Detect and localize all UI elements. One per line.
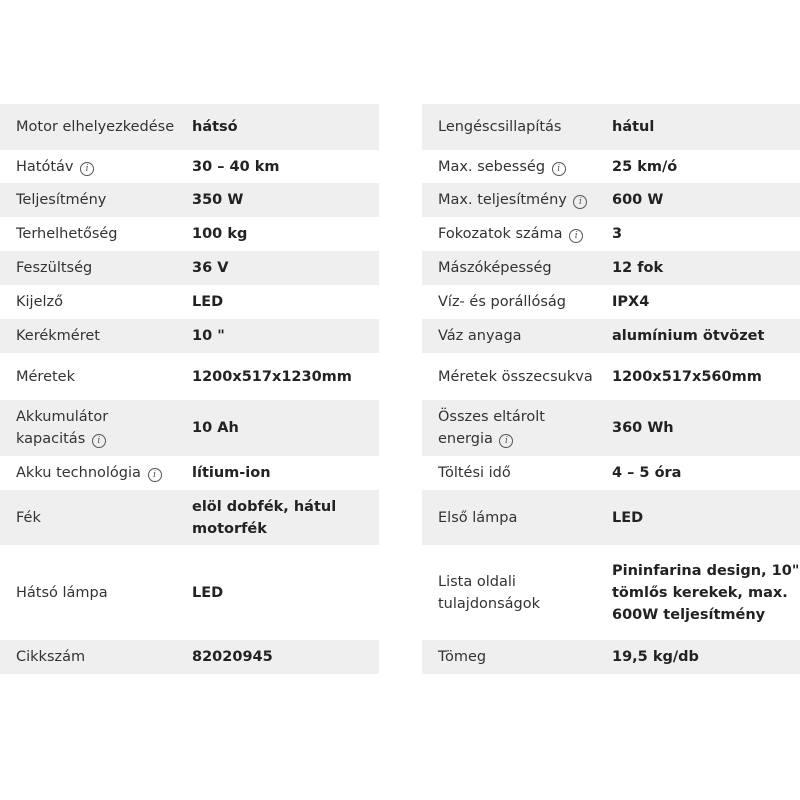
spec-row: [0, 251, 379, 285]
spec-value: 360 Wh: [598, 400, 800, 456]
spec-value: hátsó: [176, 104, 379, 150]
spec-label: [422, 104, 598, 150]
spec-label-text: Hátsó lámpa: [16, 584, 108, 601]
spec-label: [0, 400, 176, 456]
spec-row: [0, 217, 379, 251]
spec-label-text: Akku technológia: [16, 465, 141, 481]
spec-label: [422, 319, 598, 353]
spec-value: 82020945: [176, 640, 379, 674]
spec-label: [0, 217, 176, 251]
spec-value: 600 W: [598, 183, 800, 217]
spec-row: [0, 640, 379, 674]
spec-label: [0, 150, 176, 183]
spec-value: LED: [598, 490, 800, 545]
spec-row: [0, 319, 379, 353]
spec-row: [0, 285, 379, 319]
spec-label: [422, 183, 598, 217]
spec-value: 12 fok: [598, 251, 800, 285]
spec-label: [422, 217, 598, 251]
spec-row: [422, 490, 800, 545]
spec-label-text: Lengéscsillapítás: [438, 119, 562, 135]
info-icon[interactable]: i: [148, 468, 162, 482]
spec-label-text: Motor elhelyezkedése: [16, 119, 175, 135]
spec-value: elöl dobfék, hátul motorfék: [176, 490, 379, 545]
spec-label-text: Összes eltárolt energia: [438, 409, 545, 447]
spec-label-text: Feszültség: [16, 260, 93, 276]
spec-label-text: Fék: [16, 509, 41, 526]
spec-row: [0, 353, 379, 400]
spec-table-left: [0, 104, 379, 674]
spec-value: 3: [612, 226, 623, 242]
spec-label-text: Akkumulátor kapacitás: [16, 409, 109, 447]
info-icon[interactable]: i: [92, 434, 106, 448]
spec-label-text: Cikkszám: [16, 649, 86, 665]
spec-row: [0, 400, 379, 456]
spec-value: 19,5 kg/db: [598, 640, 800, 674]
spec-value: LED: [192, 294, 224, 310]
spec-row: [422, 183, 800, 217]
spec-value: IPX4: [612, 294, 650, 310]
spec-value: Pininfarina design, 10" tömlős kerekek, max. 600W teljesítmény: [612, 562, 800, 623]
spec-row: [0, 456, 379, 490]
info-icon[interactable]: i: [499, 434, 513, 448]
info-icon[interactable]: i: [569, 229, 583, 243]
info-icon[interactable]: i: [573, 195, 587, 209]
spec-label: [0, 545, 176, 640]
spec-label: [0, 104, 176, 150]
spec-row: [0, 104, 379, 150]
spec-label: [0, 251, 176, 285]
spec-label: [422, 150, 598, 183]
spec-row: [422, 251, 800, 285]
spec-row: [422, 640, 800, 674]
spec-label-text: Teljesítmény: [16, 192, 107, 208]
spec-label-text: Hatótáv: [16, 158, 74, 175]
spec-label: [422, 400, 598, 456]
spec-value: 25 km/ó: [612, 158, 678, 175]
spec-label: [0, 183, 176, 217]
info-icon[interactable]: i: [552, 162, 566, 176]
spec-label: [0, 319, 176, 353]
info-icon[interactable]: i: [80, 162, 94, 176]
spec-label: [0, 285, 176, 319]
spec-row: [422, 353, 800, 400]
spec-label: [0, 490, 176, 545]
spec-label: [422, 640, 598, 674]
spec-value: LED: [192, 584, 224, 601]
spec-label-text: Tömeg: [438, 649, 487, 665]
spec-label-text: Fokozatok száma: [438, 226, 563, 242]
spec-label-text: Kerékméret: [16, 328, 100, 344]
spec-row: [422, 545, 800, 640]
spec-label: [0, 353, 176, 400]
spec-row: [422, 456, 800, 490]
spec-label-text: Töltési idő: [438, 465, 511, 481]
spec-label-text: Max. teljesítmény: [438, 192, 567, 208]
spec-row: [422, 217, 800, 251]
spec-value: 100 kg: [192, 226, 248, 242]
spec-label-text: Kijelző: [16, 294, 63, 310]
spec-row: [0, 545, 379, 640]
spec-row: [0, 150, 379, 183]
spec-label-text: Terhelhetőség: [16, 226, 118, 242]
spec-row: [422, 104, 800, 150]
spec-label: [422, 353, 598, 400]
spec-label: [422, 490, 598, 545]
spec-label-text: Méretek: [16, 368, 75, 385]
spec-value: 30 – 40 km: [192, 158, 280, 175]
spec-label-text: Max. sebesség: [438, 158, 546, 175]
spec-row: [0, 183, 379, 217]
spec-label-text: Első lámpa: [438, 509, 518, 526]
spec-value: 1200x517x560mm: [612, 368, 762, 385]
spec-value: 36 V: [176, 251, 379, 285]
spec-label: [0, 640, 176, 674]
spec-value: 10 ": [176, 319, 379, 353]
spec-value: lítium-ion: [192, 465, 271, 481]
spec-value: hátul: [598, 104, 800, 150]
spec-row: [422, 150, 800, 183]
spec-label: [0, 456, 176, 490]
spec-label-text: Méretek összecsukva: [438, 368, 593, 385]
spec-value: 350 W: [176, 183, 379, 217]
spec-table-right: [422, 104, 800, 674]
spec-row: [422, 319, 800, 353]
spec-value: 4 – 5 óra: [612, 465, 682, 481]
spec-label: [422, 456, 598, 490]
spec-label-text: Lista oldali tulajdonságok: [438, 573, 540, 612]
spec-row: [422, 285, 800, 319]
spec-value: alumínium ötvözet: [598, 319, 800, 353]
spec-label-text: Váz anyaga: [438, 328, 522, 344]
spec-value: 1200x517x1230mm: [192, 368, 352, 385]
spec-label-text: Mászóképesség: [438, 260, 552, 276]
spec-label: [422, 545, 598, 640]
spec-label: [422, 285, 598, 319]
spec-row: [422, 400, 800, 456]
spec-label-text: Víz- és porállóság: [438, 294, 566, 310]
spec-value: 10 Ah: [176, 400, 379, 456]
spec-label: [422, 251, 598, 285]
spec-row: [0, 490, 379, 545]
